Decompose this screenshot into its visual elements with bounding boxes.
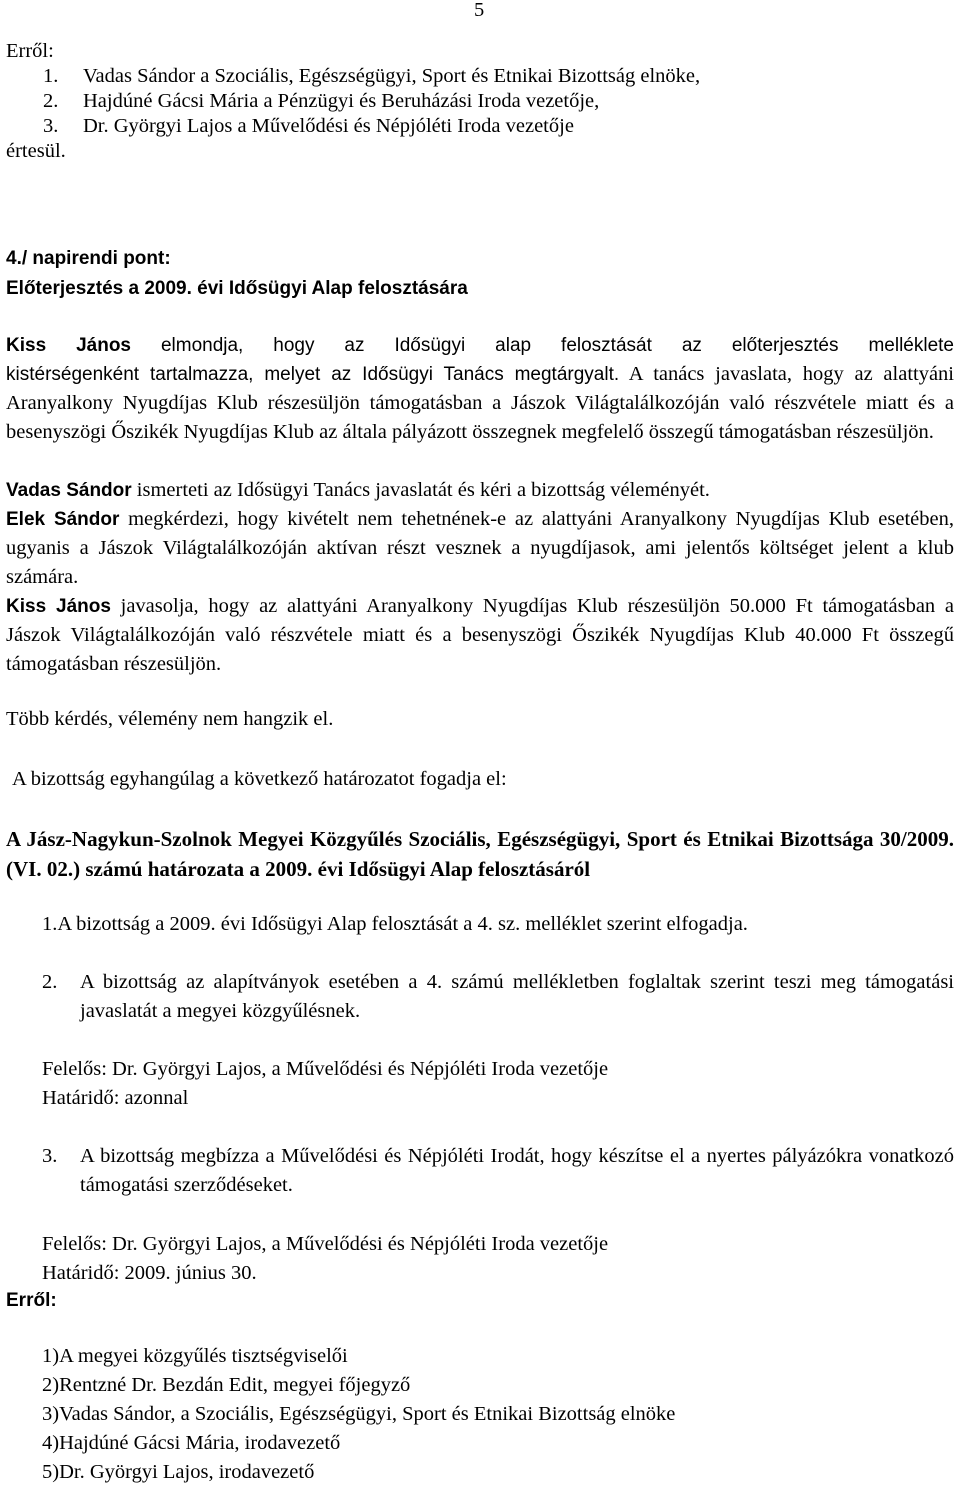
errol-label: Erről: [6, 40, 54, 62]
list-item: 1)A megyei közgyűlés tisztségviselői [42, 1345, 348, 1367]
list-item: 5)Dr. Györgyi Lajos, irodavezető [42, 1461, 315, 1483]
resolution-point: 2. A bizottság az alapítványok esetében a 4. számú mellékletben foglaltak szerint teszi meg támogatási javaslatát a megyei közgyűlésnek. [42, 971, 954, 1022]
no-more-questions: Több kérdés, vélemény nem hangzik el. [6, 708, 334, 730]
discussion-paragraph: Kiss János javasolja, hogy az alattyáni Aranyalkony Nyugdíjas Klub részesüljön 50.000 Ft támogatásban a Jászok Világtalálkozóján való részvétele miatt és a besenyszögi Őszikék Nyugdíjas Klub 40.000 Ft összegű támogatásban részesüljön. [6, 595, 954, 675]
resolution-title: A Jász-Nagykun-Szolnok Megyei Közgyűlés Szociális, Egészségügyi, Sport és Etnikai Bizottsága 30/2009. (VI. 02.) számú határozata a 2009. évi Idősügyi Alap felosztásáról [6, 827, 954, 881]
agenda-title: Előterjesztés a 2009. évi Idősügyi Alap felosztására [6, 278, 468, 299]
errol-label: Erről: [6, 1290, 57, 1311]
list-item: 1. Vadas Sándor a Szociális, Egészségügyi, Sport és Etnikai Bizottság elnöke, [43, 65, 701, 87]
discussion-paragraph [6, 332, 954, 360]
list-item: 3. Dr. Györgyi Lajos a Művelődési és Népjóléti Iroda vezetője [43, 115, 574, 137]
discussion-paragraph: Vadas Sándor ismerteti az Idősügyi Tanács javaslatát és kéri a bizottság véleményét. [6, 479, 710, 501]
responsible: Felelős: Dr. Györgyi Lajos, a Művelődési és Népjóléti Iroda vezetője [42, 1058, 609, 1080]
bottom-distribution [42, 1342, 954, 1487]
list-item: 4)Hajdúné Gácsi Mária, irodavezető [42, 1432, 341, 1454]
agenda-number: 4./ napirendi pont: [6, 248, 171, 269]
responsibility-block [42, 1055, 954, 1113]
resolution-point: 1.A bizottság a 2009. évi Idősügyi Alap felosztását a 4. sz. melléklet szerint elfogadja. [42, 913, 748, 935]
responsible: Felelős: Dr. Györgyi Lajos, a Művelődési és Népjóléti Iroda vezetője [42, 1233, 609, 1255]
list-item: 3)Vadas Sándor, a Szociális, Egészségügyi, Sport és Etnikai Bizottság elnöke [42, 1403, 676, 1425]
ertesul-text: értesül. [6, 140, 66, 162]
agenda-heading [6, 244, 954, 304]
responsibility-block [42, 1230, 954, 1288]
discussion-paragraph: Elek Sándor megkérdezi, hogy kivételt nem tehetnének-e az alattyáni Aranyalkony Nyugdíjas Klub esetében, ugyanis a Jászok Világtalálkozóján aktívan részt vesznek a nyugdíjasok, ami jelentős költséget jelent a klub számára. [6, 508, 954, 588]
discussion-paragraph-cont: kistérségenként tartalmazza, melyet az Idősügyi Tanács megtárgyalt. A tanács javaslata, hogy az alattyáni Aranyalkony Nyugdíjas Klub részesüljön támogatásban a Jászok Világtalálkozóján való részvétele miatt és a besenyszögi Őszikék Nyugdíjas Klub az általa pályázott összegnek megfelelő összegű támogatásban részesüljön. [6, 363, 954, 443]
deadline: Határidő: azonnal [42, 1087, 189, 1109]
discussion-more [6, 476, 954, 679]
page-number: 5 [474, 0, 485, 21]
unanimous-text: A bizottság egyhangúlag a következő határozatot fogadja el: [12, 768, 507, 790]
speaker-name: Kiss János [6, 335, 131, 356]
list-item: 2. Hajdúné Gácsi Mária a Pénzügyi és Beruházási Iroda vezetője, [43, 90, 600, 112]
resolution-points [42, 912, 954, 937]
speaker-name: Elek Sándor [6, 509, 120, 530]
speaker-name: Kiss János [6, 596, 111, 617]
resolution-point: 3. A bizottság megbízza a Művelődési és Népjóléti Irodát, hogy készítse el a nyertes pályázókra vonatkozó támogatási szerződéseket. [42, 1145, 954, 1196]
discussion-line: Kiss János elmondja, hogy az Idősügyi alap felosztását az előterjesztés melléklete [6, 335, 954, 356]
list-item: 2)Rentzné Dr. Bezdán Edit, megyei főjegyző [42, 1374, 411, 1396]
top-distribution [6, 39, 954, 164]
speaker-name: Vadas Sándor [6, 480, 132, 501]
deadline: Határidő: 2009. június 30. [42, 1262, 257, 1284]
